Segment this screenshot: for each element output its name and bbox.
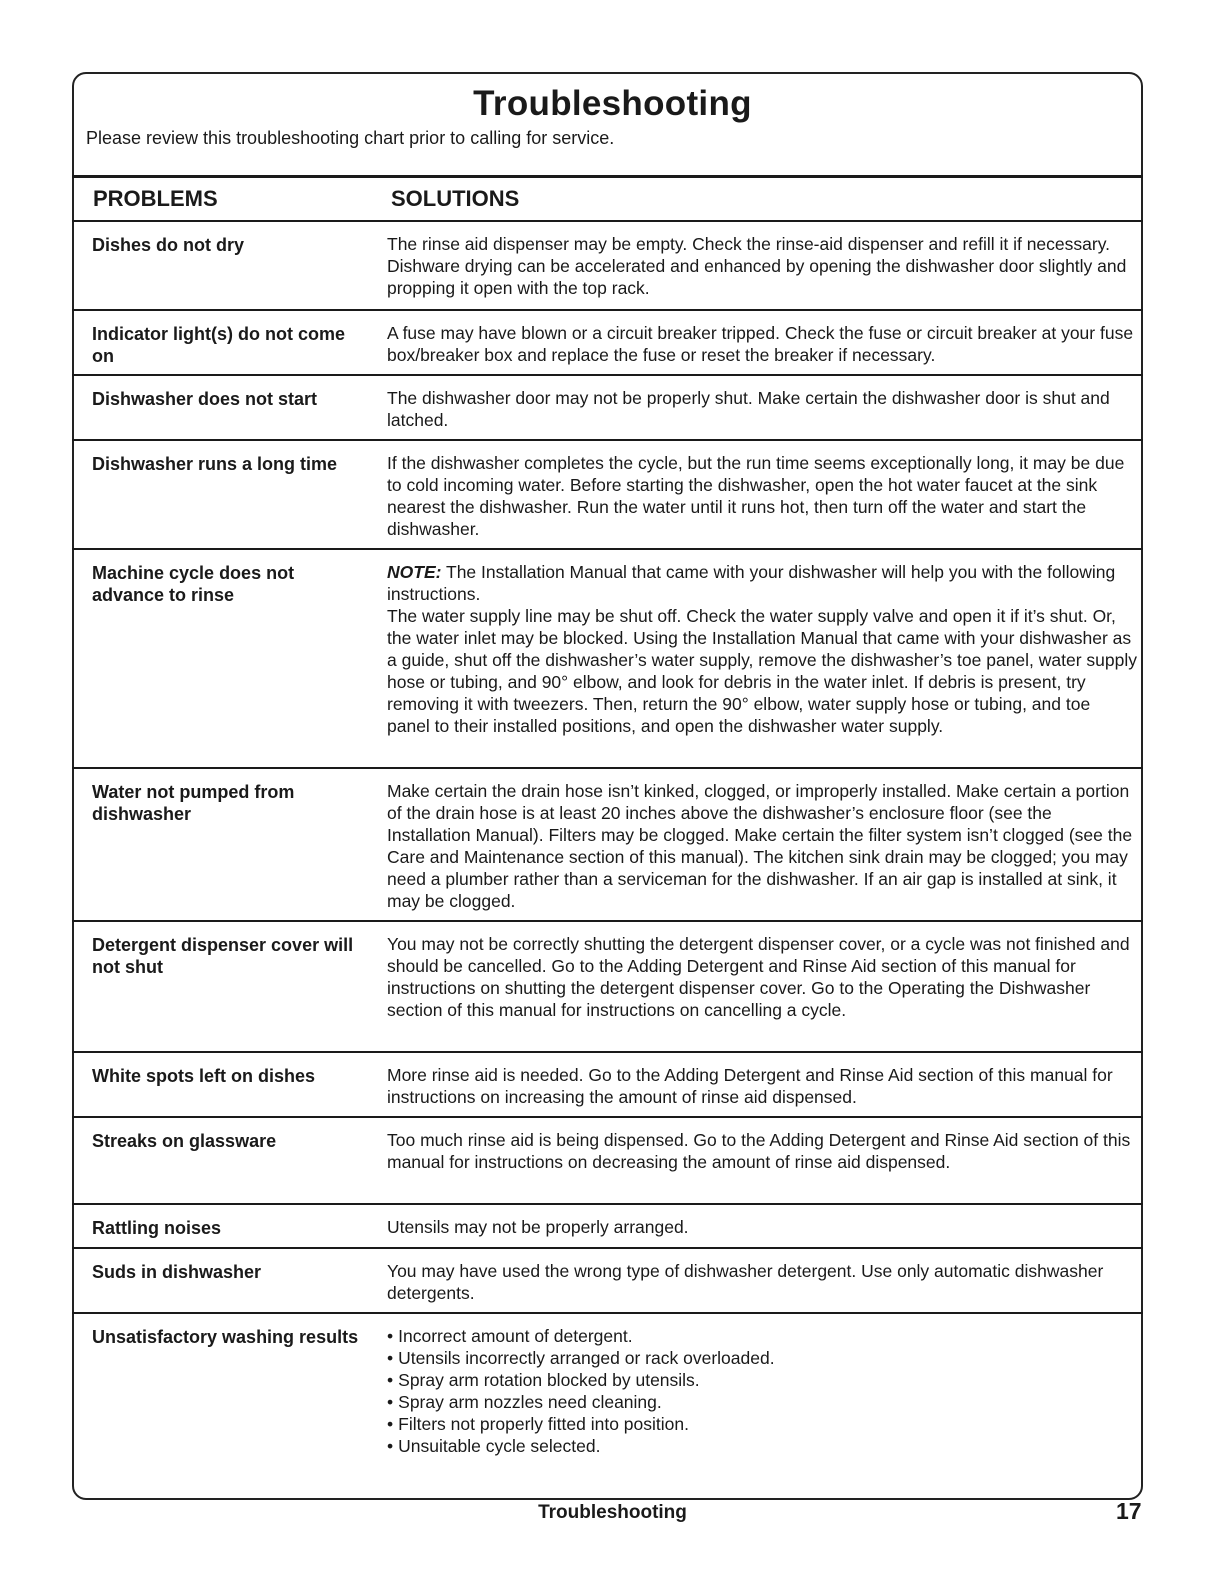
solution-cell: Too much rinse aid is being dispensed. Go to the Adding Detergent and Rinse Aid section of this manual for instructions on decreasing the amount of rinse aid dispensed. [387,1130,1131,1172]
header-divider [72,175,1143,178]
problems-column-header: PROBLEMS [93,186,218,211]
table-row [72,1203,1143,1247]
list-item: • Incorrect amount of detergent. [387,1325,1137,1347]
problem-cell: Streaks on glassware [92,1131,277,1151]
table-row [72,439,1143,548]
solution-cell [370,550,1143,767]
problem-cell: Indicator light(s) do not come on [92,324,345,366]
list-item: • Spray arm nozzles need cleaning. [387,1391,1137,1413]
solution-cell: Make certain the drain hose isn’t kinked, clogged, or improperly installed. Make certain a portion of the drain hose is at least 20 inches above the dishwasher’s enclosure floor (see the Installation Manual). Filters may be clogged. Make certain the filter system isn’t clogged (see the Care and Maintenance section of this manual). The kitchen sink drain may be clogged; you may need a plumber rather than a serviceman for the dishwasher. If an air gap is installed at sink, it may be clogged. [387,781,1133,911]
page-title: Troubleshooting [473,84,752,123]
table-row [72,767,1143,920]
solution-cell: You may not be correctly shutting the detergent dispenser cover, or a cycle was not finished and should be cancelled. Go to the Adding Detergent and Rinse Aid section of this manual for instructions on shutting the detergent dispenser cover. Go to the Operating the Dishwasher section of this manual for instructions on cancelling a cycle. [387,934,1130,1020]
solution-cell: A fuse may have blown or a circuit breaker tripped. Check the fuse or circuit breaker at your fuse box/breaker box and replace the fuse or reset the breaker if necessary. [387,323,1134,365]
problem-cell: Detergent dispenser cover will not shut [92,935,354,977]
table-row [72,309,1143,374]
page-number: 17 [1116,1498,1142,1524]
problem-cell: Dishes do not dry [92,235,245,255]
table-row [72,1247,1143,1312]
solution-text: The water supply line may be shut off. Check the water supply valve and open it if it’s shut. Or, the water inlet may be blocked. Using the Installation Manual that came with your dishwasher as a guide, shut off the dishwasher’s water supply, remove the dishwasher’s toe panel, water supply hose or tubing, and 90° elbow, and look for debris in the water inlet. If debris is present, try removing it with tweezers. Then, return the 90° elbow, water supply hose or tubing, and toe panel to their installed positions, and open the dishwasher water supply. [387,606,1138,736]
footer-section-title: Troubleshooting [538,1502,687,1523]
table-row [72,548,1143,767]
note-text: The Installation Manual that came with your dishwasher will help you with the following instructions. [387,562,1116,604]
problem-cell: Machine cycle does not advance to rinse [92,563,295,605]
problem-cell: Suds in dishwasher [92,1262,262,1282]
list-item: • Unsuitable cycle selected. [387,1435,1137,1457]
problem-cell: Dishwasher does not start [92,389,318,409]
table-row [72,920,1143,1051]
list-item: • Filters not properly fitted into position. [387,1413,1137,1435]
note-line [387,561,1137,605]
problem-cell: Water not pumped from dishwasher [92,782,295,824]
solution-cell: If the dishwasher completes the cycle, but the run time seems exceptionally long, it may be due to cold incoming water. Before starting the dishwasher, open the hot water faucet at the sink nearest the dishwasher. Run the water until it runs hot, then turn off the water and start the dishwasher. [387,453,1125,539]
table-row [72,220,1143,309]
solution-cell: The rinse aid dispenser may be empty. Check the rinse-aid dispenser and refill it if necessary. Dishware drying can be accelerated and enhanced by opening the dishwasher door slightly and propping it open with the top rack. [387,234,1127,298]
table-row [72,374,1143,439]
intro-text: Please review this troubleshooting chart prior to calling for service. [86,128,615,148]
problem-cell: Rattling noises [92,1218,222,1238]
table-row [72,1051,1143,1116]
solution-cell: More rinse aid is needed. Go to the Adding Detergent and Rinse Aid section of this manual for instructions on increasing the amount of rinse aid dispensed. [387,1065,1113,1107]
solution-cell: You may have used the wrong type of dishwasher detergent. Use only automatic dishwasher detergents. [387,1261,1104,1303]
troubleshooting-table [72,220,1143,1472]
list-item: • Utensils incorrectly arranged or rack overloaded. [387,1347,1137,1369]
table-row [72,1312,1143,1472]
problem-cell: White spots left on dishes [92,1066,316,1086]
solution-cell: The dishwasher door may not be properly shut. Make certain the dishwasher door is shut and latched. [387,388,1110,430]
solution-cell [370,1314,1143,1472]
bullet-list [387,1325,1137,1457]
table-row [72,1116,1143,1203]
problem-cell: Unsatisfactory washing results [92,1327,359,1347]
note-label: NOTE: [387,562,442,582]
list-item: • Spray arm rotation blocked by utensils. [387,1369,1137,1391]
solution-cell: Utensils may not be properly arranged. [387,1217,689,1237]
problem-cell: Dishwasher runs a long time [92,454,338,474]
solutions-column-header: SOLUTIONS [391,186,520,211]
